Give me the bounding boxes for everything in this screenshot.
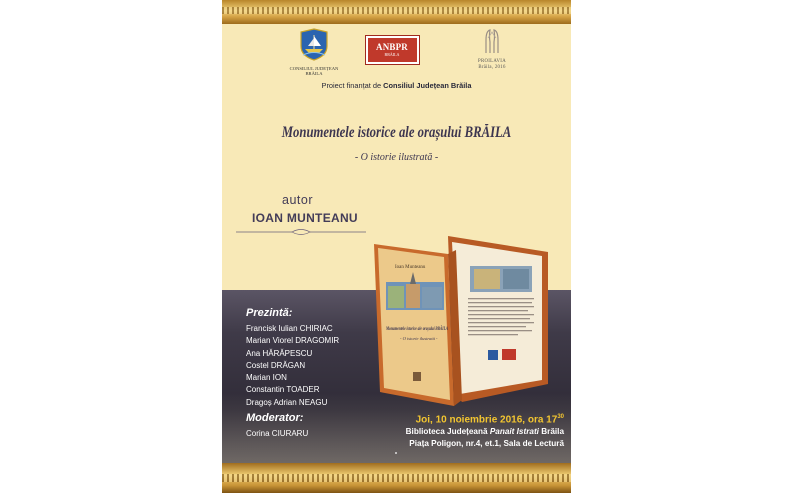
funding-line (222, 81, 571, 90)
funding-org: Consiliul Județean Brăila (383, 81, 472, 90)
list-item: Ana HĂRĂPESCU (246, 348, 313, 358)
moderator-label: Moderator: (246, 412, 304, 424)
list-item: Marian Viorel DRAGOMIR (246, 336, 340, 346)
book-subtitle-text: - O istorie ilustrată - (400, 336, 438, 341)
decor-dot (395, 452, 397, 454)
moderator-name: Corina CIURARU (246, 429, 309, 438)
logo-proilavia (472, 28, 512, 71)
consiliul-judetean-coat-of-arms-icon (299, 28, 329, 61)
book-title-text: Monumentele istorice ale orașului BRĂILA (386, 327, 473, 332)
proilavia-label: PROILAVIA Brăila, 2016 (478, 59, 506, 71)
page-title: Monumentele istorice ale orașului BRĂILA (281, 124, 512, 141)
event-time-minutes: 30 (557, 414, 564, 420)
event-venue: Biblioteca Județeană Panait Istrati Brăila (405, 427, 564, 437)
anbpr-badge (366, 36, 419, 64)
presenters-list (246, 323, 339, 409)
page-subtitle: - O istorie ilustrată - (354, 152, 439, 163)
funding-prefix: Proiect finanțat de (321, 81, 384, 90)
book-author-text: Ioan Munteanu (395, 265, 426, 270)
list-item: Marian ION (246, 373, 287, 383)
author-ornament-divider (236, 228, 366, 236)
consiliul-judetean-label: CONSILIUL JUDEȚEAN BRĂILA (289, 66, 339, 77)
author-label: autor (282, 193, 313, 207)
event-details (370, 411, 564, 450)
event-date: Joi, 10 noiembrie 2016, ora $17^{30}$ (415, 414, 564, 426)
list-item: Dragoș Adrian NEAGU (246, 397, 328, 407)
logo-consiliul-judetean (284, 28, 344, 77)
book-cover-illustration (370, 232, 550, 414)
list-item: Francisk Iulian CHIRIAC (246, 324, 333, 333)
author-name: IOAN MUNTEANU (252, 211, 358, 225)
anbpr-main-label: ANBPR (376, 42, 408, 52)
anbpr-sub-label: BRĂILA (384, 52, 400, 57)
proilavia-hands-icon (482, 28, 502, 54)
book-publisher-mark (413, 372, 421, 381)
logo-anbpr (362, 36, 422, 64)
list-item: Costel DRĂGAN (246, 360, 306, 370)
poster (222, 0, 571, 493)
presenters-label: Prezintă: (246, 307, 293, 319)
event-address: Piața Poligon, nr.4, et.1, Sala de Lectură (409, 439, 564, 449)
list-item: Constantin TOADER (246, 385, 320, 395)
bottom-gold-border (222, 463, 571, 493)
top-gold-border (222, 0, 571, 24)
